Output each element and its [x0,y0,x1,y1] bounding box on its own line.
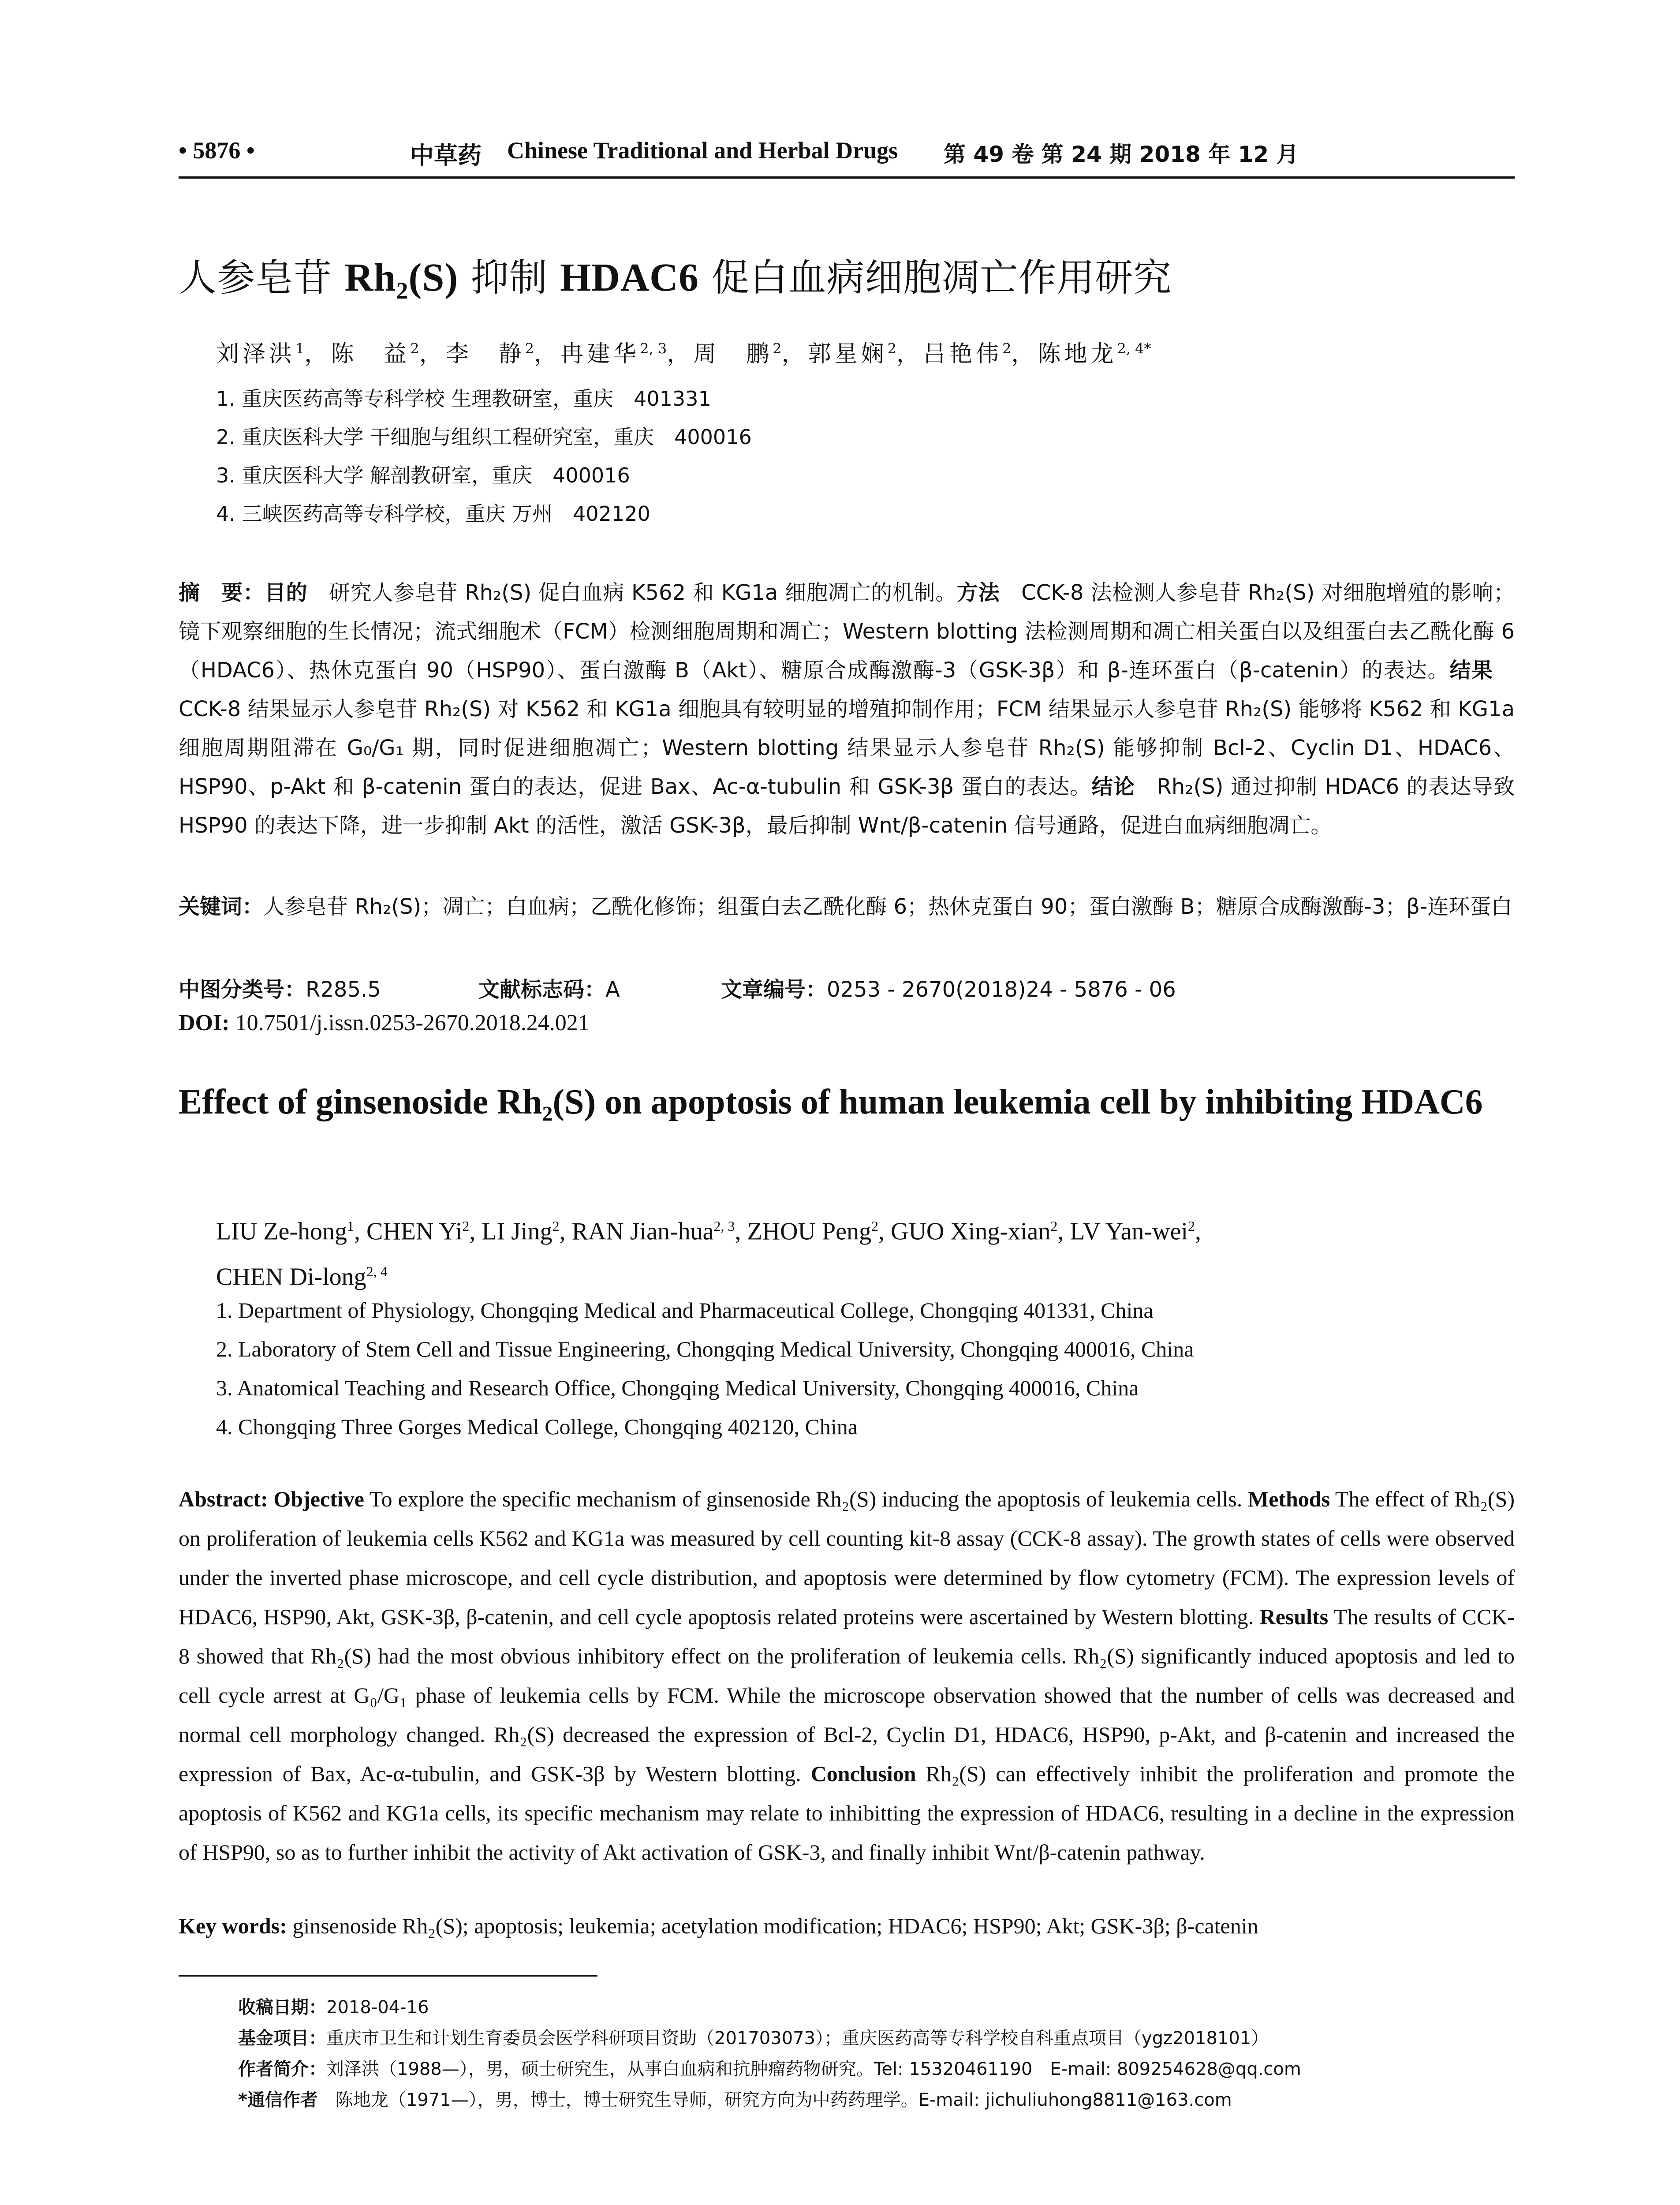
cn-title-part: 促白血病细胞凋亡作用研究 [699,256,1172,300]
footnote-rule [179,1975,597,1977]
cn-affiliation: 1. 重庆医药高等专科学校 生理教研室，重庆 401331 [216,387,711,411]
author-name: 刘泽洪 [216,341,296,367]
author-name: 李 静 [445,341,525,367]
en-keywords-label: Key words: [179,1913,293,1938]
en-author-line: LIU Ze-hong$^1$, CHEN Yi$^2$, LI Jing$^2$, RAN Jian-hua$^{2, 3}$, ZHOU Peng$^2$, GUO Xing-xian$^2$, LV Yan-wei$^2$, [216,1218,1202,1245]
journal-name-en: Chinese Traditional and Herbal Drugs [507,137,898,164]
author-affiliation-mark: 2 [871,1218,878,1234]
author-affiliation-mark: 2 [410,340,419,357]
en-results-label: Results [1259,1604,1329,1629]
footnote-author-bio [238,2055,1301,2080]
author-name: LI Jing [482,1218,553,1245]
article-no-value: 0253 - 2670(2018)24 - 5876 - 06 [827,977,1176,1002]
en-affiliation: 3. Anatomical Teaching and Research Office, Chongqing Medical University, Chongqing 400016, China [216,1375,1139,1400]
footnote-text: 重庆市卫生和计划生育委员会医学科研项目资助（201703073）；重庆医药高等专科学校自科重点项目（ygz2018101） [326,2028,1269,2048]
cn-affiliation: 2. 重庆医科大学 干细胞与组织工程研究室，重庆 400016 [216,425,752,449]
author-affiliation-mark: 2, 3 [713,1218,735,1234]
doi-line [179,1010,590,1036]
cn-article-number [721,972,1176,1003]
doc-code-label: 文献标志码： [478,977,606,1002]
cn-classification [179,972,381,1003]
author-affiliation-mark: 1 [347,1218,355,1234]
cn-objective-label: 目的 [264,580,308,605]
author-name: LV Yan-wei [1070,1218,1188,1245]
author-affiliation-mark: 2 [462,1218,470,1234]
doi-label: DOI: [179,1010,235,1035]
cn-conclusion: Rh₂(S) 通过抑制 HDAC6 的表达导致 HSP90 的表达下降，进一步抑制 Akt 的活性，激活 GSK-3β，最后抑制 Wnt/β-catenin 信号通路，促进白血病细胞凋亡。 [179,774,1515,838]
cn-results-label: 结果 [1449,658,1493,683]
en-keywords-text: ginsenoside Rh₂(S); apoptosis; leukemia; acetylation modification; HDAC6; HSP90; Akt; GSK-3β; β-catenin [292,1913,1258,1938]
cn-affiliation: 3. 重庆医科大学 解剖教研室，重庆 400016 [216,463,630,487]
cn-title [179,247,1172,302]
footnote-text: 2018-04-16 [326,1997,429,2018]
en-title: Effect of ginsenoside Rh₂(S) on apoptosis of human leukemia cell by inhibiting HDAC6 [179,1083,1483,1121]
author-affiliation-mark: 1 [295,340,305,357]
cn-methods-label: 方法 [957,580,1000,605]
footnote-corresponding [238,2086,1232,2111]
en-author-list [216,1206,1495,1297]
author-name: RAN Jian-hua [571,1218,714,1245]
cn-keywords-text: 人参皂苷 Rh₂(S)；凋亡；白血病；乙酰化修饰；组蛋白去乙酰化酶 6；热休克蛋白 90；蛋白激酶 B；糖原合成酶激酶-3；β-连环蛋白 [263,894,1512,919]
page-number: • 5876 • [179,137,255,164]
cn-conclusion-label: 结论 [1091,774,1135,799]
author-affiliation-mark: 2 [1188,1218,1195,1234]
cn-affiliation: 4. 三峡医药高等专科学校，重庆 万州 402120 [216,502,650,526]
author-name: 冉建华 [560,341,640,367]
author-name: 郭星娴 [808,341,888,367]
footnote-received [238,1993,429,2018]
cn-title-part: 抑制 [458,256,560,300]
en-objective-label: Objective [273,1487,364,1511]
footnote-text: 刘泽洪（1988—），男，硕士研究生，从事白血病和抗肿瘤药物研究。Tel: 15320461190 E-mail: 809254628@qq.com [326,2059,1301,2079]
cn-methods: CCK-8 法检测人参皂苷 Rh₂(S) 对细胞增殖的影响；镜下观察细胞的生长情况；流式细胞术（FCM）检测细胞周期和凋亡；Western blotting 法检测周期和凋亡相关蛋白以及组蛋白去乙酰化酶 6（HDAC6）、热休克蛋白 90（HSP90）、蛋白激酶 B（Akt）、糖原合成酶激酶-3（GSK-3β）和 β-连环蛋白（β-catenin）的表达。 [179,580,1515,683]
en-results: The results of CCK-8 showed that Rh₂(S) had the most obvious inhibitory effect on the proliferation of leukemia cells. Rh₂(S) significantly induced apoptosis and led to cell cycle arrest at G₀/G₁ phase of leukemia cells by FCM. While the microscope observation showed that the number of cells was decreased and normal cell morphology changed. Rh₂(S) decreased the expression of Bcl-2, Cyclin D1, HDAC6, HSP90, p-Akt, and β-catenin and increased the expression of Bax, Ac-α-tubulin, and GSK-3β by Western blotting. [179,1604,1515,1786]
author-affiliation-mark: 2, 3 [640,340,667,357]
en-affiliation: 4. Chongqing Three Gorges Medical College, Chongqing 402120, China [216,1414,858,1439]
cn-objective: 研究人参皂苷 Rh₂(S) 促白血病 K562 和 KG1a 细胞凋亡的机制。 [307,580,957,605]
cn-title-part: 人参皂苷 [179,256,345,300]
en-methods-label: Methods [1247,1487,1330,1511]
author-affiliation-mark: 2 [1002,340,1012,357]
en-conclusion: Rh₂(S) can effectively inhibit the proliferation and promote the apoptosis of K562 and KG1a cells, its specific mechanism may relate to inhibitting the expression of HDAC6, resulting in a decline in the expression of HSP90, so as to further inhibit the activity of Akt activation of GSK-3, and finally inhibit Wnt/β-catenin pathway. [179,1761,1515,1865]
author-name: GUO Xing-xian [891,1218,1051,1245]
author-affiliation-mark: 2 [887,340,897,357]
clc-value: R285.5 [306,977,381,1002]
en-methods: The effect of Rh₂(S) on proliferation of leukemia cells K562 and KG1a was measured by cell counting kit-8 assay (CCK-8 assay). The growth states of cells were observed under the inverted phase microscope, and cell cycle distribution, and apoptosis were determined by flow cytometry (FCM). The expression levels of HDAC6, HSP90, Akt, GSK-3β, β-catenin, and cell cycle apoptosis related proteins were ascertained by Western blotting. [179,1487,1515,1629]
author-affiliation-mark: 2 [552,1218,560,1234]
en-affiliation: 1. Department of Physiology, Chongqing Medical and Pharmaceutical College, Chongqing 401331, China [216,1298,1154,1323]
article-no-label: 文章编号： [721,977,827,1002]
author-name: 吕艳伟 [923,341,1003,367]
author-affiliation-mark: 2 [773,340,782,357]
author-affiliation-mark: 2 [525,340,534,357]
footnote-funding [238,2024,1269,2049]
header-rule [179,176,1515,179]
doi-value: 10.7501/j.issn.0253-2670.2018.24.021 [235,1010,590,1035]
cn-title-target: HDAC6 [560,256,699,299]
clc-label: 中图分类号： [179,977,306,1002]
author-affiliation-mark: 2, 4 [366,1263,388,1279]
en-objective: To explore the specific mechanism of ginsenoside Rh₂(S) inducing the apoptosis of leukemia cells. [364,1487,1248,1511]
cn-title-compound: Rh₂(S) [344,256,459,299]
footnote-label: *通信作者 [238,2090,318,2110]
en-keywords [179,1913,1258,1939]
cn-doc-code [478,972,620,1003]
author-name: 陈地龙 [1038,341,1117,367]
cn-abstract-label: 摘 要： [179,580,265,605]
footnote-label: 基金项目： [238,2028,326,2048]
en-author-line [216,1252,1495,1297]
author-name: 周 鹏 [693,341,773,367]
en-conclusion-label: Conclusion [810,1761,916,1786]
author-affiliation-mark: 2, 4* [1117,340,1151,357]
author-name: CHEN Di-long [216,1263,366,1291]
footnote-label: 收稿日期： [238,1997,326,2018]
cn-author-list: 刘泽洪$^1$，陈 益$^2$，李 静$^2$，冉建华$^{2, 3}$，周 鹏$^2$，郭星娴$^2$，吕艳伟$^2$，陈地龙$^{2, 4*}$ [216,340,1151,367]
cn-abstract [179,573,1515,845]
journal-issue: 第 49 卷 第 24 期 2018 年 12 月 [944,142,1299,167]
footnote-text: 陈地龙（1971—），男，博士，博士研究生导师，研究方向为中药药理学。E-mail: jichuliuhong8811@163.com [317,2090,1232,2110]
en-affiliation: 2. Laboratory of Stem Cell and Tissue Engineering, Chongqing Medical University, Chongqing 400016, China [216,1337,1194,1361]
cn-results: CCK-8 结果显示人参皂苷 Rh₂(S) 对 K562 和 KG1a 细胞具有较明显的增殖抑制作用；FCM 结果显示人参皂苷 Rh₂(S) 能够将 K562 和 KG1a 细胞周期阻滞在 G₀/G₁ 期，同时促进细胞凋亡；Western blotting 结果显示人参皂苷 Rh₂(S) 能够抑制 Bcl-2、Cyclin D1、HDAC6、HSP90、p-Akt 和 β-catenin 蛋白的表达，促进 Bax、Ac-α-tubulin 和 GSK-3β 蛋白的表达。 [179,658,1515,799]
footnote-label: 作者简介： [238,2059,326,2079]
author-name: ZHOU Peng [747,1218,871,1245]
journal-name-cn: 中草药 [410,142,482,169]
author-name: CHEN Yi [366,1218,463,1245]
author-affiliation-mark: 2 [1050,1218,1058,1234]
author-name: 陈 益 [331,341,411,367]
cn-keywords-label: 关键词： [179,894,264,919]
author-name: LIU Ze-hong [216,1218,347,1245]
doc-code-value: A [605,977,620,1002]
en-abstract [179,1480,1515,1872]
en-abstract-label: Abstract: [179,1487,274,1511]
cn-keywords [179,887,1515,926]
